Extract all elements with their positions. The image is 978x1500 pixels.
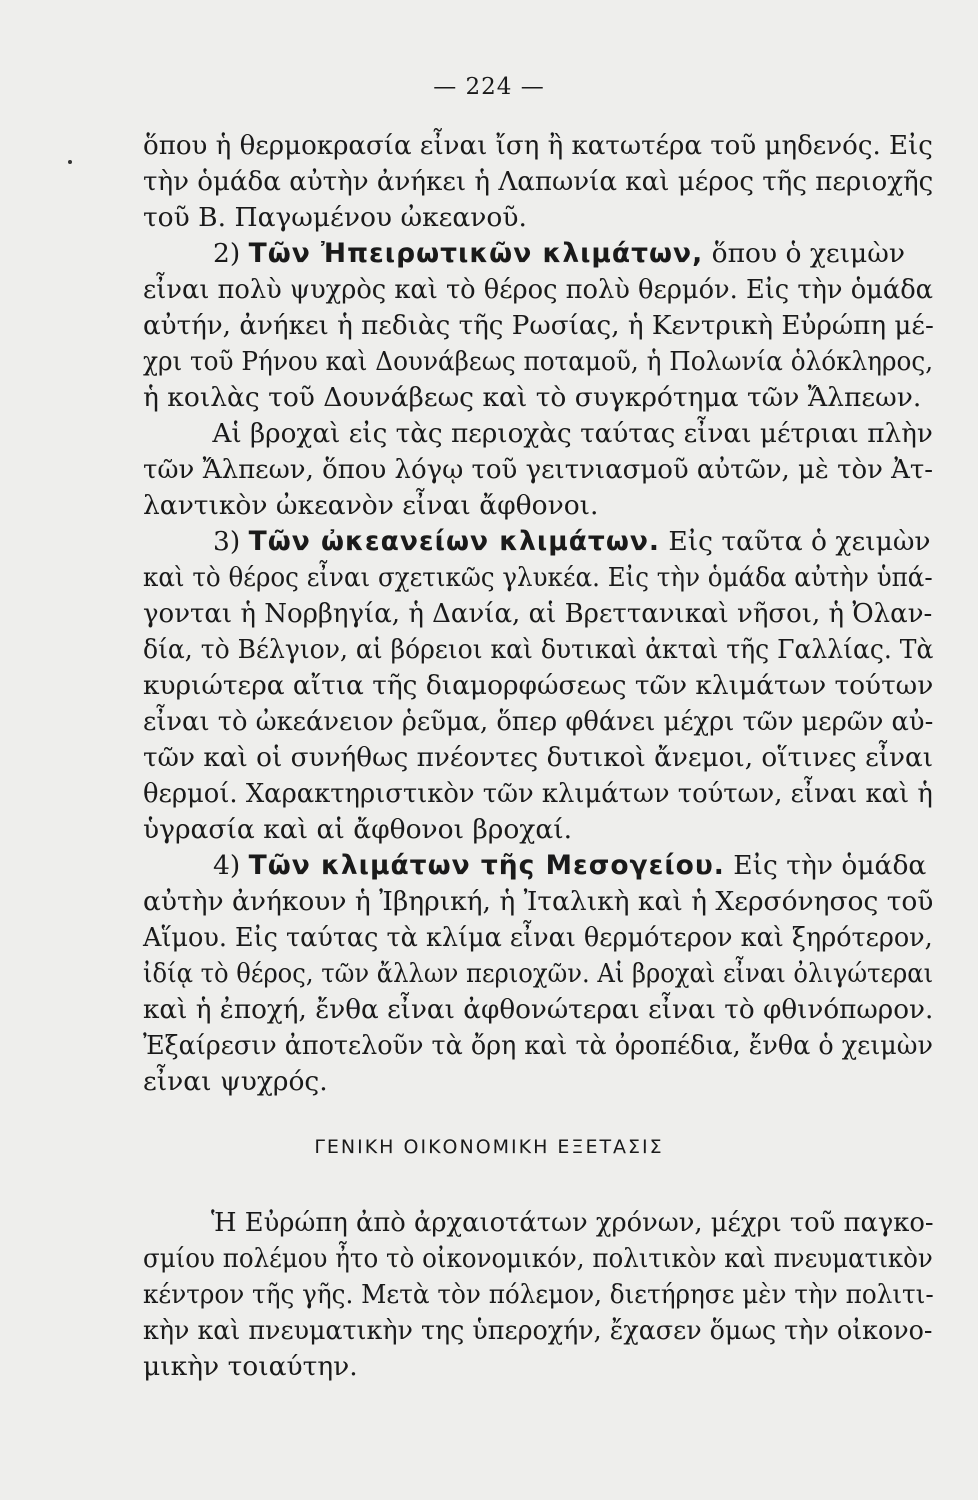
text-line: κέντρον τῆς γῆς. Μετὰ τὸν πόλεμον, διετήρησε μὲν τὴν πολιτι- [143,1279,934,1310]
section-text [143,1205,933,1385]
text-line: σμίου πολέμου ἦτο τὸ οἰκονομικόν, πολιτικὸν καὶ πνευματικὸν [143,1243,933,1274]
text-line: Αἱ βροχαὶ εἰς τὰς περιοχὰς ταύτας εἶναι μέτριαι πλὴν [212,418,933,449]
text-line: Αἵμου. Εἰς ταύτας τὰ κλίμα εἶναι θερμότερον καὶ ξηρότερον, [143,922,933,953]
text-line: ὑγρασία καὶ αἱ ἄφθονοι βροχαί. [143,814,573,845]
text-line: τὴν ὁμάδα αὐτὴν ἀνήκει ἡ Λαπωνία καὶ μέρος τῆς περιοχῆς [143,166,934,197]
text-line: εἶναι τὸ ὠκεάνειον ῥεῦμα, ὅπερ φθάνει μέχρι τῶν μερῶν αὐ- [143,706,934,737]
text-line: μικὴν τοιαύτην. [143,1351,358,1382]
text-line: αὐτὴν ἀνήκουν ἡ Ἰβηρική, ἡ Ἰταλικὴ καὶ ἡ Χερσόνησος τοῦ [143,886,934,917]
text-line: εἶναι πολὺ ψυχρὸς καὶ τὸ θέρος πολὺ θερμόν. Εἰς τὴν ὁμάδα [143,274,933,305]
text-line: θερμοί. Χαρακτηριστικὸν τῶν κλιμάτων τούτων, εἶναι καὶ ἡ [143,778,933,809]
text-line: λαντικὸν ὠκεανὸν εἶναι ἄφθονοι. [143,490,599,521]
page-number: — 224 — [433,74,545,100]
item-2-first-line [143,236,933,272]
text-line: εἶναι ψυχρός. [143,1066,328,1097]
item-2-number: 2) [213,238,241,269]
margin-mark [68,160,72,164]
text-line: αὐτήν, ἀνήκει ἡ πεδιὰς τῆς Ρωσίας, ἡ Κεντρικὴ Εὐρώπη μέ- [143,310,934,341]
text-line: ὅπου ἡ θερμοκρασία εἶναι ἴση ἢ κατωτέρα τοῦ μηδενός. Εἰς [143,130,933,161]
item-4-text: Εἰς τὴν ὁμάδα [733,850,927,881]
text-line: κὴν καὶ πνευματικὴν της ὑπεροχήν, ἔχασεν ὅμως τὴν οἰκονο- [143,1315,933,1346]
item-2-heading: Τῶν Ἠπειρωτικῶν κλιμάτων, [248,238,704,269]
text-line: Ἐξαίρεσιν ἀποτελοῦν τὰ ὄρη καὶ τὰ ὀροπέδια, ἔνθα ὁ χειμὼν [143,1030,933,1061]
text-line: Ἡ Εὐρώπη ἀπὸ ἀρχαιοτάτων χρόνων, μέχρι τοῦ παγκο- [211,1207,934,1238]
main-text [143,128,933,1100]
item-3-text: Εἰς ταῦτα ὁ χειμὼν [668,526,931,557]
text-line: τοῦ Β. Παγωμένου ὠκεανοῦ. [143,202,527,233]
item-3-first-line [143,524,933,560]
text-line: τῶν καὶ οἱ συνήθως πνέοντες δυτικοὶ ἄνεμοι, οἵτινες εἶναι [143,742,934,773]
item-4-number: 4) [213,850,241,881]
text-line: καὶ τὸ θέρος εἶναι σχετικῶς γλυκέα. Εἰς τὴν ὁμάδα αὐτὴν ὑπά- [143,562,933,593]
item-4-first-line [143,848,933,884]
item-3-heading: Τῶν ὠκεανείων κλιμάτων. [248,526,660,557]
item-3-number: 3) [213,526,241,557]
text-line: γονται ἡ Νορβηγία, ἡ Δανία, αἱ Βρεττανικαὶ νῆσοι, ἡ Ὀλαν- [143,598,933,629]
text-line: δία, τὸ Βέλγιον, αἱ βόρειοι καὶ δυτικαὶ ἀκταὶ τῆς Γαλλίας. Τὰ [143,634,934,665]
text-line: ἡ κοιλὰς τοῦ Δουνάβεως καὶ τὸ συγκρότημα τῶν Ἄλπεων. [143,382,922,413]
item-2-text: ὅπου ὁ χειμὼν [711,238,905,269]
text-line: καὶ ἡ ἐποχή, ἔνθα εἶναι ἀφθονώτεραι εἶναι τὸ φθινόπωρον. [143,994,934,1025]
text-line: τῶν Ἄλπεων, ὅπου λόγῳ τοῦ γειτνιασμοῦ αὐτῶν, μὲ τὸν Ἀτ- [143,454,934,485]
item-4-heading: Τῶν κλιμάτων τῆς Μεσογείου. [248,850,725,881]
text-line: ἰδίᾳ τὸ θέρος, τῶν ἄλλων περιοχῶν. Αἱ βροχαὶ εἶναι ὀλιγώτεραι [143,958,934,989]
section-heading: ΓΕΝΙΚΗ ΟΙΚΟΝΟΜΙΚΗ ΕΞΕΤΑΣΙΣ [314,1136,664,1158]
text-line: κυριώτερα αἴτια τῆς διαμορφώσεως τῶν κλιμάτων τούτων [143,670,934,701]
text-line: χρι τοῦ Ρήνου καὶ Δουνάβεως ποταμοῦ, ἡ Πολωνία ὁλόκληρος, [143,346,934,377]
